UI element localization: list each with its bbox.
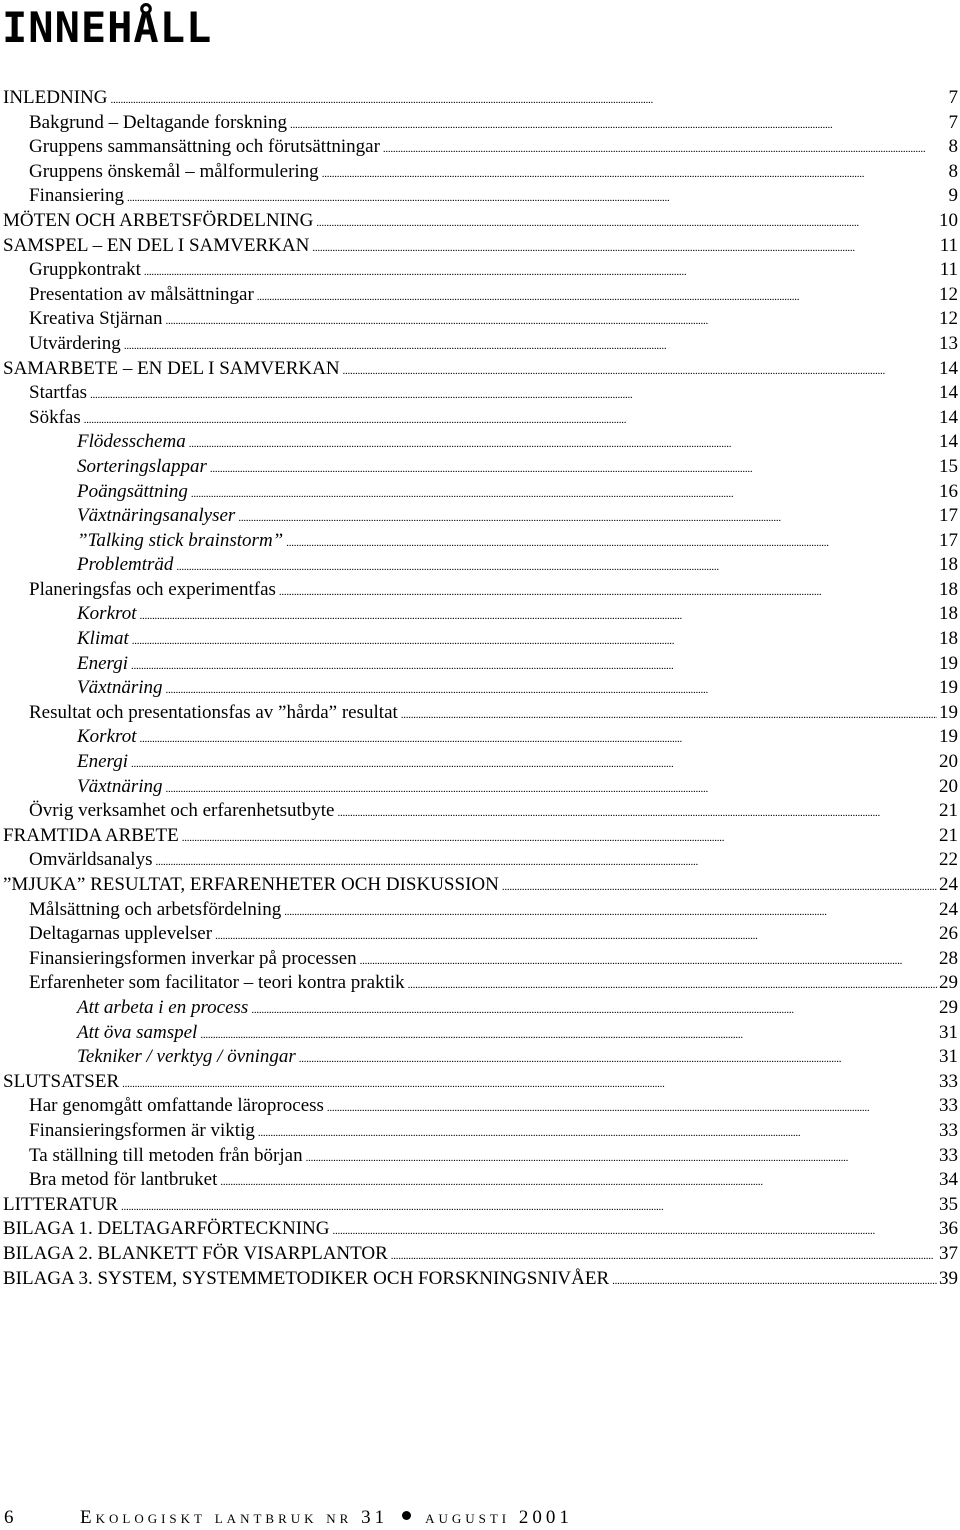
toc-entry-label: MÖTEN OCH ARBETSFÖRDELNING (3, 209, 314, 231)
toc-entry[interactable] (0, 824, 958, 849)
dot-leader (191, 480, 937, 507)
toc-entry[interactable] (0, 381, 958, 406)
toc-entry-label: Gruppkontrakt (29, 259, 141, 281)
toc-entry[interactable] (0, 750, 958, 775)
toc-entry-page: 18 (939, 554, 958, 576)
toc-entry-label: Målsättning och arbetsfördelning (29, 898, 282, 920)
toc-entry-label: Bakgrund – Deltagande forskning (29, 111, 288, 133)
toc-entry[interactable] (0, 996, 958, 1021)
toc-entry-page: 19 (939, 677, 958, 699)
toc-entry-label: Tekniker / verktyg / övningar (77, 1046, 296, 1068)
toc-entry-page: 21 (939, 800, 958, 822)
dot-leader (127, 184, 947, 211)
dot-leader (144, 258, 938, 285)
dot-leader (322, 160, 947, 187)
toc-entry-page: 37 (939, 1242, 958, 1264)
toc-entry-label: Energi (77, 751, 129, 773)
toc-entry-page: 39 (939, 1267, 958, 1289)
toc-entry[interactable] (0, 1242, 958, 1267)
dot-leader (312, 234, 937, 261)
toc-entry-page: 18 (939, 628, 958, 650)
toc-entry-label: Sökfas (29, 406, 81, 428)
toc-entry-label: Resultat och presentationsfas av ”hårda” resultat (29, 701, 398, 723)
toc-entry-label: Erfarenheter som facilitator – teori kontra praktik (29, 972, 405, 994)
toc-entry[interactable] (0, 922, 958, 947)
toc-entry[interactable] (0, 1267, 958, 1292)
toc-entry-page: 7 (948, 87, 958, 108)
toc-entry-label: SAMARBETE – EN DEL I SAMVERKAN (3, 357, 340, 379)
dot-leader (121, 1193, 937, 1220)
dot-leader (210, 455, 937, 482)
toc-entry-label: Växtnäring (77, 775, 163, 797)
bullet-separator-icon (402, 1511, 411, 1520)
toc-entry-page: 7 (948, 111, 958, 133)
dot-leader (166, 676, 938, 703)
toc-entry-label: ”MJUKA” RESULTAT, ERFARENHETER OCH DISKUSSION (3, 874, 499, 895)
dot-leader (612, 1267, 937, 1294)
toc-entry[interactable] (0, 627, 958, 652)
toc-entry[interactable] (0, 578, 958, 603)
toc-entry[interactable] (0, 258, 958, 283)
dot-leader (90, 381, 937, 408)
toc-entry[interactable] (0, 1144, 958, 1169)
dot-leader (131, 652, 937, 679)
dot-leader (306, 1144, 937, 1171)
toc-entry[interactable] (0, 1168, 958, 1193)
toc-entry-page: 12 (939, 283, 958, 305)
toc-entry-label: Startfas (29, 382, 88, 404)
toc-entry-label: Växtnäring (77, 677, 163, 699)
toc-entry-page: 36 (939, 1218, 958, 1240)
toc-entry[interactable] (0, 602, 958, 627)
toc-entry-label: Gruppens önskemål – målformulering (29, 160, 319, 182)
footer-page-number: 6 (4, 1507, 14, 1528)
toc-entry-label: Klimat (77, 628, 129, 650)
dot-leader (139, 725, 937, 752)
toc-entry-label: INLEDNING (3, 87, 108, 108)
dot-leader (200, 1021, 937, 1048)
toc-entry-page: 28 (939, 947, 958, 969)
toc-entry-label: LITTERATUR (3, 1193, 119, 1215)
toc-entry[interactable] (0, 430, 958, 455)
page-footer (4, 1506, 944, 1530)
toc-entry-label: Övrig verksamhet och erfarenhetsutbyte (29, 800, 335, 822)
toc-entry-label: Poängsättning (77, 480, 188, 502)
toc-entry-label: Omvärldsanalys (29, 849, 153, 871)
toc-entry-label: Ta ställning till metoden från början (29, 1144, 303, 1166)
dot-leader (360, 947, 937, 974)
toc-entry-label: Att arbeta i en process (77, 996, 249, 1018)
dot-leader (110, 86, 946, 113)
toc-entry-label: Deltagarnas upplevelser (29, 923, 213, 945)
toc-entry-label: FRAMTIDA ARBETE (3, 824, 179, 846)
toc-entry[interactable] (0, 971, 958, 996)
dot-leader (286, 529, 937, 556)
dot-leader (176, 553, 937, 580)
dot-leader (343, 357, 937, 384)
table-of-contents (0, 86, 958, 1291)
toc-entry[interactable] (0, 898, 958, 923)
toc-entry-page: 14 (939, 406, 958, 428)
toc-entry[interactable] (0, 775, 958, 800)
dot-leader (284, 898, 937, 925)
dot-leader (279, 578, 937, 605)
toc-entry-page: 18 (939, 578, 958, 600)
dot-leader (401, 701, 937, 728)
toc-entry[interactable] (0, 209, 958, 234)
dot-leader (215, 922, 937, 949)
toc-entry-page: 9 (948, 185, 958, 207)
toc-entry-page: 16 (939, 480, 958, 502)
toc-entry-page: 19 (939, 726, 958, 748)
toc-entry-label: SLUTSATSER (3, 1070, 120, 1092)
toc-entry-label: Finansieringsformen är viktig (29, 1119, 255, 1141)
toc-entry[interactable] (0, 529, 958, 554)
dot-leader (251, 996, 937, 1023)
toc-entry-label: Växtnäringsanalyser (77, 505, 236, 527)
toc-entry-page: 29 (939, 972, 958, 994)
toc-entry-page: 29 (939, 996, 958, 1018)
toc-entry-page: 19 (939, 701, 958, 723)
toc-entry[interactable] (0, 676, 958, 701)
toc-entry[interactable] (0, 160, 958, 185)
toc-entry-page: 14 (939, 357, 958, 379)
dot-leader (316, 209, 937, 236)
toc-entry-page: 17 (939, 529, 958, 551)
toc-entry[interactable] (0, 332, 958, 357)
dot-leader (124, 332, 937, 359)
toc-entry[interactable] (0, 873, 958, 898)
dot-leader (391, 1242, 937, 1269)
toc-entry[interactable] (0, 1021, 958, 1046)
dot-leader (84, 406, 937, 433)
toc-entry-page: 8 (948, 160, 958, 182)
dot-leader (122, 1070, 937, 1097)
toc-entry[interactable] (0, 1217, 958, 1242)
toc-entry-label: Bra metod för lantbruket (29, 1169, 218, 1191)
toc-entry[interactable] (0, 1193, 958, 1218)
toc-entry-label: Problemträd (77, 554, 174, 576)
toc-entry-page: 17 (939, 505, 958, 527)
toc-entry-label: Att öva samspel (77, 1021, 198, 1043)
toc-entry-page: 35 (939, 1193, 958, 1215)
toc-entry-label: ”Talking stick brainstorm” (77, 529, 284, 551)
dot-leader (165, 307, 937, 334)
dot-leader (290, 111, 946, 138)
toc-entry-page: 33 (939, 1070, 958, 1092)
toc-entry-page: 24 (939, 898, 958, 920)
toc-entry-label: Korkrot (77, 726, 137, 748)
dot-leader (189, 430, 937, 457)
dot-leader (238, 504, 937, 531)
toc-entry[interactable] (0, 86, 958, 111)
toc-entry-label: Energi (77, 652, 129, 674)
toc-entry-page: 19 (939, 652, 958, 674)
toc-entry-label: SAMSPEL – EN DEL I SAMVERKAN (3, 234, 310, 256)
dot-leader (258, 1119, 937, 1146)
toc-entry-label: BILAGA 3. SYSTEM, SYSTEMMETODIKER OCH FORSKNINGSNIVÅER (3, 1267, 610, 1289)
toc-entry[interactable] (0, 135, 958, 160)
toc-entry[interactable] (0, 406, 958, 431)
toc-entry-label: Kreativa Stjärnan (29, 308, 163, 330)
toc-entry-page: 20 (939, 751, 958, 773)
toc-entry[interactable] (0, 1119, 958, 1144)
toc-entry-page: 12 (939, 308, 958, 330)
toc-entry[interactable] (0, 480, 958, 505)
toc-entry[interactable] (0, 455, 958, 480)
toc-entry-label: Finansieringsformen inverkar på processen (29, 947, 357, 969)
toc-entry-page: 33 (939, 1119, 958, 1141)
toc-entry-label: Har genomgått omfattande läroprocess (29, 1095, 324, 1117)
toc-entry[interactable] (0, 504, 958, 529)
toc-entry[interactable] (0, 357, 958, 382)
dot-leader (299, 1045, 937, 1072)
toc-entry[interactable] (0, 111, 958, 136)
page-title: INNEHÅLL (2, 3, 213, 52)
toc-entry-page: 33 (939, 1095, 958, 1117)
toc-entry[interactable] (0, 652, 958, 677)
toc-entry-label: BILAGA 1. DELTAGARFÖRTECKNING (3, 1218, 330, 1240)
toc-entry-page: 33 (939, 1144, 958, 1166)
toc-entry[interactable] (0, 553, 958, 578)
dot-leader (166, 775, 938, 802)
dot-leader (502, 873, 937, 900)
toc-entry-page: 24 (939, 874, 958, 895)
toc-entry-label: Finansiering (29, 185, 124, 207)
toc-entry-page: 15 (939, 455, 958, 477)
toc-entry-page: 31 (939, 1021, 958, 1043)
toc-entry-page: 11 (939, 259, 958, 281)
toc-entry-page: 22 (939, 849, 958, 871)
toc-entry[interactable] (0, 947, 958, 972)
dot-leader (337, 799, 937, 826)
dot-leader (139, 602, 937, 629)
toc-entry-page: 14 (939, 431, 958, 453)
toc-entry-page: 34 (939, 1169, 958, 1191)
toc-entry[interactable] (0, 725, 958, 750)
toc-entry-page: 26 (939, 923, 958, 945)
toc-entry-label: Sorteringslappar (77, 455, 207, 477)
dot-leader (257, 283, 937, 310)
dot-leader (220, 1168, 937, 1195)
toc-entry-page: 21 (939, 824, 958, 846)
toc-entry-label: BILAGA 2. BLANKETT FÖR VISARPLANTOR (3, 1242, 388, 1264)
dot-leader (131, 750, 937, 777)
toc-entry-label: Presentation av målsättningar (29, 283, 254, 305)
toc-entry-label: Gruppens sammansättning och förutsättningar (29, 136, 380, 158)
toc-entry[interactable] (0, 1070, 958, 1095)
dot-leader (182, 824, 937, 851)
dot-leader (132, 627, 937, 654)
footer-publication: Ekologiskt lantbruk nr 31 (80, 1507, 389, 1528)
toc-entry[interactable] (0, 799, 958, 824)
toc-entry-label: Utvärdering (29, 332, 121, 354)
dot-leader (333, 1217, 938, 1244)
toc-entry-page: 13 (939, 332, 958, 354)
toc-entry[interactable] (0, 1045, 958, 1070)
toc-entry[interactable] (0, 701, 958, 726)
dot-leader (383, 135, 947, 162)
toc-entry-page: 31 (939, 1046, 958, 1068)
dot-leader (327, 1094, 937, 1121)
toc-entry-page: 18 (939, 603, 958, 625)
toc-entry-page: 8 (948, 136, 958, 158)
toc-entry-label: Flödesschema (77, 431, 186, 453)
toc-entry-page: 14 (939, 382, 958, 404)
toc-entry[interactable] (0, 184, 958, 209)
toc-entry-page: 20 (939, 775, 958, 797)
toc-entry-label: Planeringsfas och experimentfas (29, 578, 276, 600)
toc-entry[interactable] (0, 283, 958, 308)
toc-entry-label: Korkrot (77, 603, 137, 625)
toc-entry[interactable] (0, 307, 958, 332)
dot-leader (155, 848, 937, 875)
toc-entry[interactable] (0, 1094, 958, 1119)
toc-entry[interactable] (0, 848, 958, 873)
toc-entry-page: 10 (939, 209, 958, 231)
toc-entry[interactable] (0, 234, 958, 259)
dot-leader (408, 971, 937, 998)
footer-date: augusti 2001 (425, 1507, 573, 1528)
toc-entry-page: 11 (939, 234, 958, 256)
